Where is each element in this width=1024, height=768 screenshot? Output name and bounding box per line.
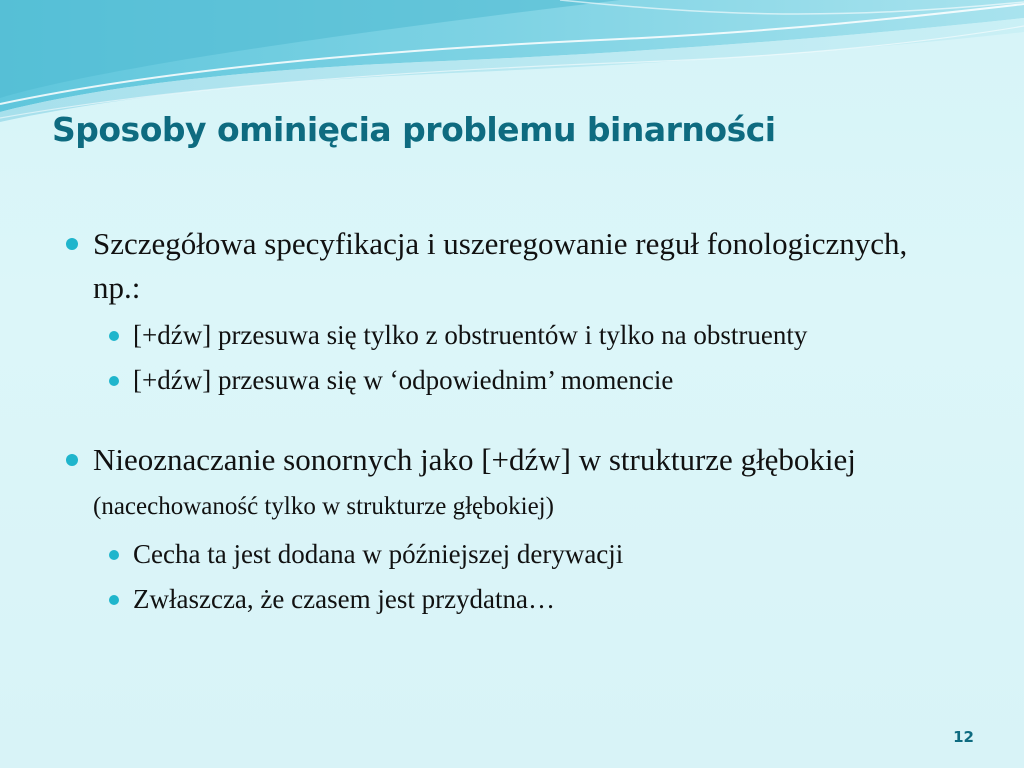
sub-bullet-dot-icon [109, 550, 119, 560]
sub-bullet-item [107, 316, 962, 355]
sub-bullet-item [107, 361, 962, 400]
sub-bullet-item [107, 535, 962, 574]
slide-title: Sposoby ominięcia problemu binarności [52, 110, 776, 149]
sub-bullet-dot-icon [109, 595, 119, 605]
bullet-note: (nacechowaność tylko w strukturze głębokiej) [93, 493, 554, 520]
bullet-item [62, 438, 962, 529]
sub-bullet-text: [+dźw] przesuwa się tylko z obstruentów i tylko na obstruenty [133, 320, 808, 350]
bullet-list [62, 222, 962, 619]
sub-bullet-text: Zwłaszcza, że czasem jest przydatna… [133, 584, 556, 614]
bullet-dot-icon [66, 238, 78, 250]
sub-bullet-dot-icon [109, 331, 119, 341]
sub-bullet-item [107, 580, 962, 619]
page-number: 12 [953, 728, 974, 746]
bullet-text: Nieoznaczanie sonornych jako [+dźw] w strukturze głębokiej [93, 442, 856, 477]
bullet-dot-icon [66, 454, 78, 466]
sub-bullet-text: [+dźw] przesuwa się w ‘odpowiednim’ momencie [133, 365, 674, 395]
sub-bullet-text: Cecha ta jest dodana w późniejszej derywacji [133, 539, 624, 569]
sub-bullet-dot-icon [109, 376, 119, 386]
bullet-text: Szczegółowa specyfikacja i uszeregowanie reguł fonologicznych, np.: [93, 226, 908, 305]
bullet-item [62, 222, 962, 310]
